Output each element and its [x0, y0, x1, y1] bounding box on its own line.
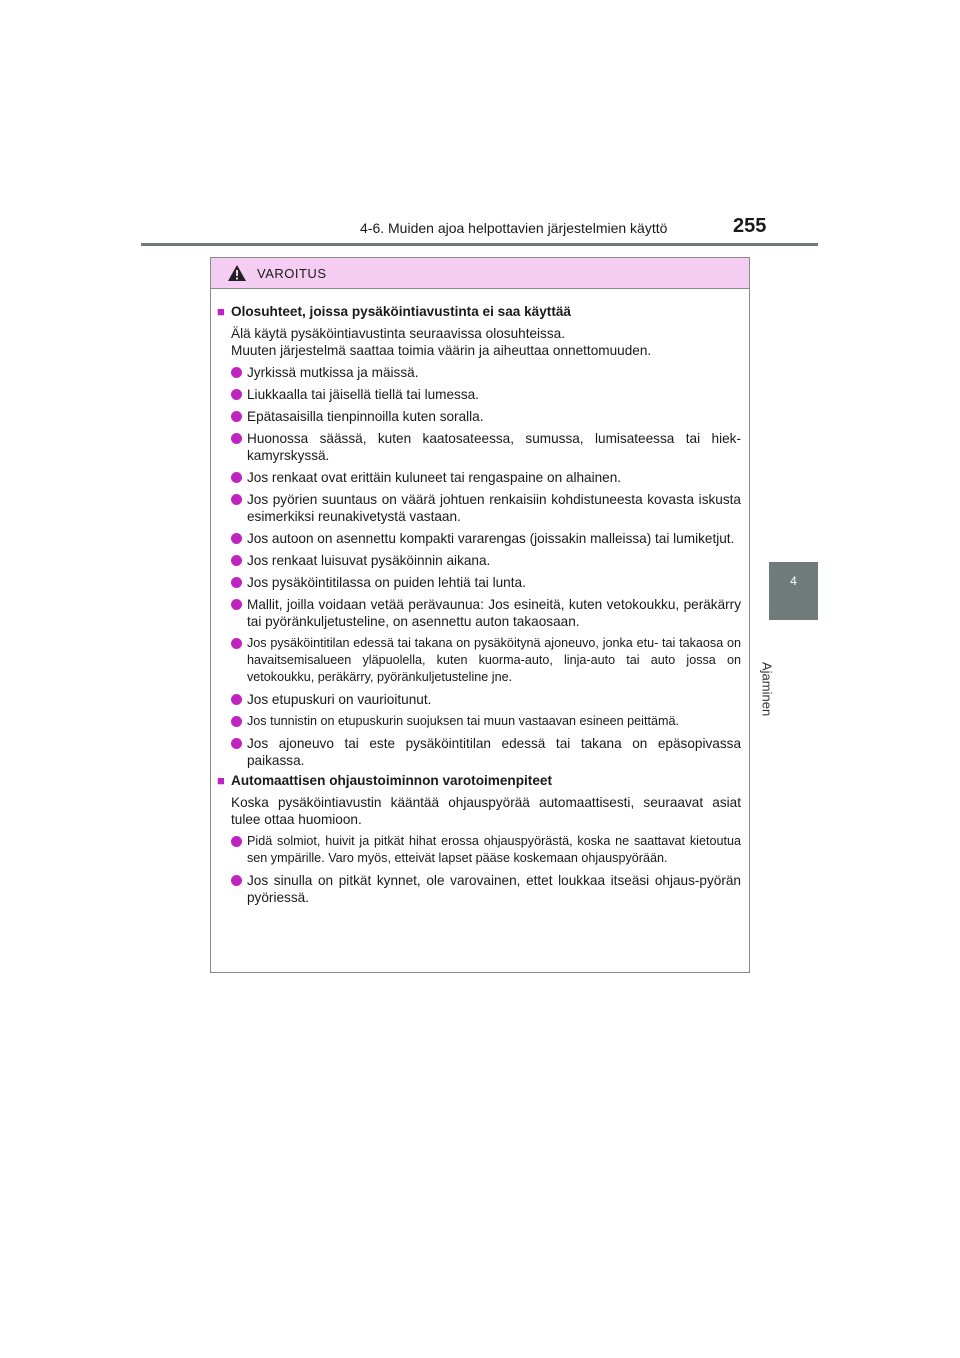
- list-item: [231, 713, 741, 730]
- bullet-icon: [231, 367, 242, 378]
- bullet-icon: [231, 836, 242, 847]
- list-item: [231, 735, 741, 769]
- bullet-icon: [231, 738, 242, 749]
- section-heading: [217, 303, 741, 320]
- warning-box: [210, 257, 750, 973]
- warning-triangle-icon: [227, 264, 247, 282]
- list-item-text: Pidä solmiot, huivit ja pitkät hihat erossa ohjauspyörästä, koska ne saattavat kietoutua sen ympärille. Varo myös, etteivät lapset pääse koskemaan ohjauspyörään.: [247, 834, 741, 865]
- list-item-text: Jos renkaat luisuvat pysäköinnin aikana.: [247, 553, 491, 568]
- list-item-text: Jos pysäköintitilassa on puiden lehtiä tai lunta.: [247, 575, 526, 590]
- bullet-icon: [231, 389, 242, 400]
- bullet-icon: [231, 577, 242, 588]
- list-item: [231, 386, 741, 403]
- bullet-icon: [231, 716, 242, 727]
- bullet-icon: [231, 555, 242, 566]
- section-heading: [217, 772, 741, 789]
- page-number: 255: [733, 215, 767, 237]
- list-item: [231, 872, 741, 906]
- list-item-text: Jos renkaat ovat erittäin kuluneet tai rengaspaine on alhainen.: [247, 470, 622, 485]
- list-item-text: Jos sinulla on pitkät kynnet, ole varovainen, ettet loukkaa itseäsi ohjaus-pyörän pyöriessä.: [247, 873, 741, 905]
- list-item: [231, 552, 741, 569]
- bullet-icon: [231, 694, 242, 705]
- list-item-text: Jos pysäköintitilan edessä tai takana on pysäköitynä ajoneuvo, jonka etu- tai takaosa on havaitsemisalueen yläpuolella, kuten kuorma-auto, linja-auto tai auto jossa on vetokoukku, peräkärry, pyöränkuljetusteline jne.: [247, 636, 741, 684]
- bullet-icon: [231, 638, 242, 649]
- list-item: [231, 430, 741, 464]
- warning-body: [211, 289, 749, 906]
- list-item-text: Jos pyörien suuntaus on väärä johtuen renkaisiin kohdistuneesta kovasta iskusta esimerkiksi reunakivetystä vastaan.: [247, 492, 741, 524]
- list-item: [231, 364, 741, 381]
- paragraph-line: Koska pysäköintiavustin kääntää ohjauspyörää automaattisesti, seuraavat asiat tulee ottaa huomioon.: [231, 795, 741, 827]
- warning-header: [211, 258, 749, 289]
- square-bullet-icon: ■: [217, 773, 225, 788]
- section-heading-text: Automaattisen ohjaustoiminnon varotoimenpiteet: [231, 773, 552, 788]
- section-paragraph: [231, 794, 741, 828]
- list-item: [231, 635, 741, 686]
- section-paragraph: [231, 325, 741, 359]
- square-bullet-icon: ■: [217, 304, 225, 319]
- list-item-text: Jos etupuskuri on vaurioitunut.: [247, 692, 432, 707]
- warning-title: VAROITUS: [257, 265, 327, 281]
- section-heading-text: Olosuhteet, joissa pysäköintiavustinta ei saa käyttää: [231, 304, 571, 319]
- list-item-text: Epätasaisilla tienpinnoilla kuten soralla.: [247, 409, 484, 424]
- chapter-tab: [769, 562, 818, 620]
- bullet-icon: [231, 472, 242, 483]
- list-item-text: Jos ajoneuvo tai este pysäköintitilan edessä tai takana on epäsopivassa paikassa.: [247, 736, 741, 768]
- bullet-icon: [231, 494, 242, 505]
- list-item: [231, 691, 741, 708]
- list-item: [231, 833, 741, 867]
- bullet-icon: [231, 433, 242, 444]
- chapter-number: 4: [790, 574, 797, 588]
- list-item-text: Liukkaalla tai jäisellä tiellä tai lumessa.: [247, 387, 479, 402]
- chapter-label: Ajaminen: [759, 662, 775, 717]
- list-item: [231, 491, 741, 525]
- paragraph-line: Älä käytä pysäköintiavustinta seuraavissa olosuhteissa.: [231, 326, 565, 341]
- paragraph-line: Muuten järjestelmä saattaa toimia väärin ja aiheuttaa onnettomuuden.: [231, 343, 652, 358]
- list-item-text: Jyrkissä mutkissa ja mäissä.: [247, 365, 419, 380]
- bullet-icon: [231, 411, 242, 422]
- list-item: [231, 408, 741, 425]
- section-title: 4-6. Muiden ajoa helpottavien järjestelmien käyttö: [360, 220, 668, 236]
- bullet-icon: [231, 875, 242, 886]
- list-item: [231, 596, 741, 630]
- list-item-text: Mallit, joilla voidaan vetää perävaunua: Jos esineitä, kuten vetokoukku, peräkärry tai pyöränkuljetusteline, on asennettu auton takaosaan.: [247, 597, 741, 629]
- list-item: [231, 530, 741, 547]
- bullet-icon: [231, 533, 242, 544]
- list-item: [231, 574, 741, 591]
- bullet-icon: [231, 599, 242, 610]
- header-divider: [141, 243, 818, 246]
- list-item: [231, 469, 741, 486]
- list-item-text: Jos autoon on asennettu kompakti vararengas (joissakin malleissa) tai lumiketjut.: [247, 531, 735, 546]
- list-item-text: Jos tunnistin on etupuskurin suojuksen tai muun vastaavan esineen peittämä.: [247, 714, 679, 728]
- list-item-text: Huonossa säässä, kuten kaatosateessa, sumussa, lumisateessa tai hiek-kamyrskyssä.: [247, 431, 741, 463]
